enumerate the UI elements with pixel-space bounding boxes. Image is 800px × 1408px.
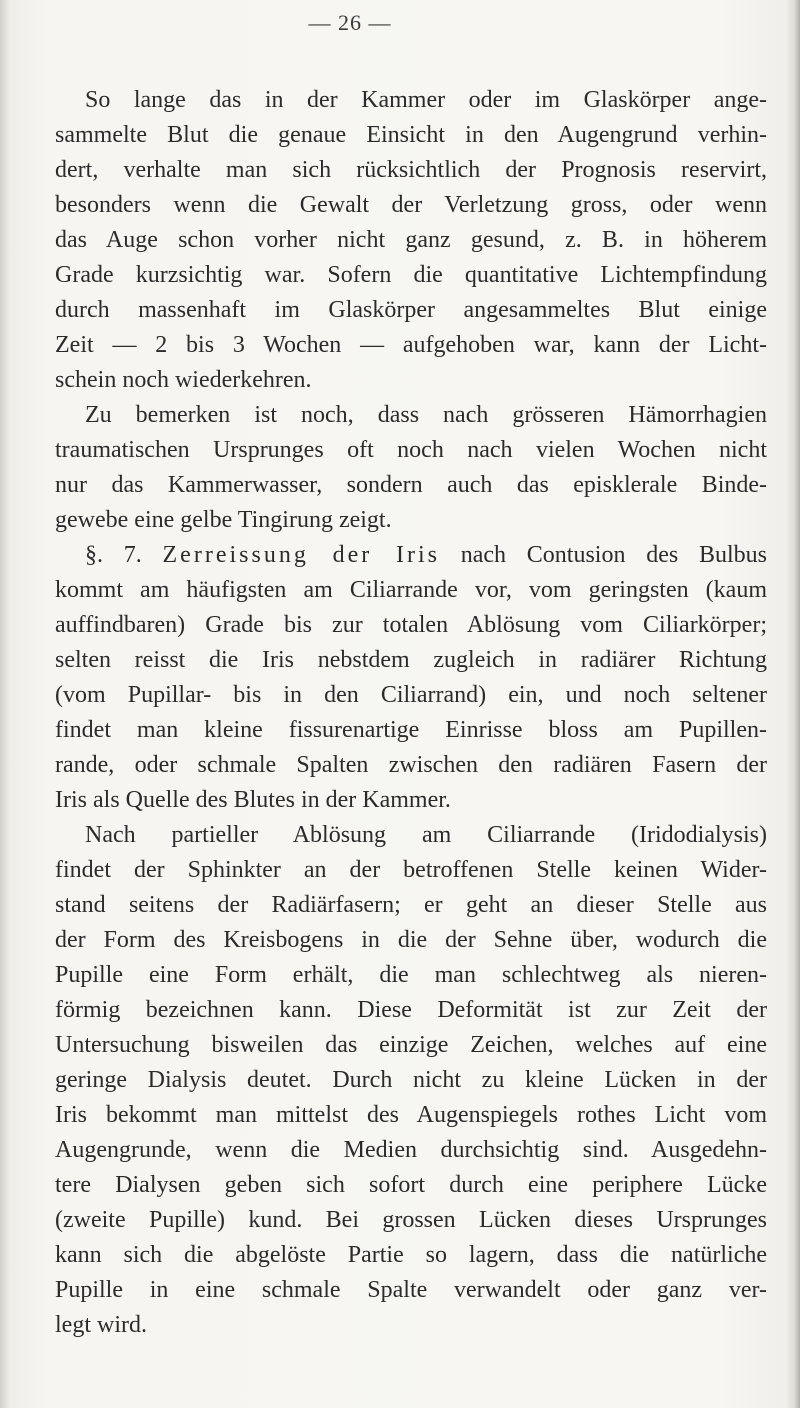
page-gutter-shadow [0, 0, 10, 1408]
text-line: stand seitens der Radiärfasern; er geht an dieser Stelle aus [55, 892, 767, 918]
text-line: sammelte Blut die genaue Einsicht in den Augengrund verhin- [55, 122, 767, 148]
text-line: das Auge schon vorher nicht ganz gesund, z. B. in höherem [55, 227, 767, 253]
text-line: kann sich die abgelöste Partie so lagern, dass die natürliche [55, 1242, 767, 1268]
text-line: Iris bekommt man mittelst des Augenspiegels rothes Licht vom [55, 1102, 767, 1128]
text-line: Zeit — 2 bis 3 Wochen — aufgehoben war, kann der Licht- [55, 332, 767, 358]
text-line: Nach partieller Ablösung am Ciliarrande (Iridodialysis) [85, 822, 767, 848]
text-line: rande, oder schmale Spalten zwischen den radiären Fasern der [55, 752, 767, 778]
text-line: Iris als Quelle des Blutes in der Kammer. [55, 787, 451, 813]
text-line: der Form des Kreisbogens in die der Sehne über, wodurch die [55, 927, 767, 953]
page-number: — 26 — [308, 10, 392, 35]
body-text [55, 83, 767, 1343]
page-edge-shadow [786, 0, 800, 1408]
text-line: So lange das in der Kammer oder im Glaskörper ange- [85, 87, 767, 113]
text-line: findet man kleine fissurenartige Einrisse bloss am Pupillen- [55, 717, 767, 743]
text-line: geringe Dialysis deutet. Durch nicht zu kleine Lücken in der [55, 1067, 767, 1093]
text-line: §. 7. Zerreissung der Iris nach Contusion des Bulbus [85, 542, 767, 568]
text-line: findet der Sphinkter an der betroffenen Stelle keinen Wider- [55, 857, 767, 883]
text-line: legt wird. [55, 1312, 147, 1338]
text-line: Pupille eine Form erhält, die man schlechtweg als nieren- [55, 962, 767, 988]
text-line: gewebe eine gelbe Tingirung zeigt. [55, 507, 392, 533]
text-line: förmig bezeichnen kann. Diese Deformität ist zur Zeit der [55, 997, 767, 1023]
text-line: (vom Pupillar- bis in den Ciliarrand) ein, und noch seltener [55, 682, 767, 708]
spaced-heading: Zerreissung der Iris [162, 542, 440, 568]
text-line: Augengrunde, wenn die Medien durchsichtig sind. Ausgedehn- [55, 1137, 767, 1163]
text-line: schein noch wiederkehren. [55, 367, 312, 393]
text-line: Untersuchung bisweilen das einzige Zeichen, welches auf eine [55, 1032, 767, 1058]
text-line: Pupille in eine schmale Spalte verwandelt oder ganz ver- [55, 1277, 767, 1303]
text-line: durch massenhaft im Glaskörper angesammeltes Blut einige [55, 297, 767, 323]
text-line: traumatischen Ursprunges oft noch nach vielen Wochen nicht [55, 437, 767, 463]
text-line: dert, verhalte man sich rücksichtlich der Prognosis reservirt, [55, 157, 767, 183]
text-line: kommt am häufigsten am Ciliarrande vor, vom geringsten (kaum [55, 577, 767, 603]
text-line: nur das Kammerwasser, sondern auch das episklerale Binde- [55, 472, 767, 498]
text-line: Grade kurzsichtig war. Sofern die quantitative Lichtempfindung [55, 262, 767, 288]
text-line: (zweite Pupille) kund. Bei grossen Lücken dieses Ursprunges [55, 1207, 767, 1233]
text-line: Zu bemerken ist noch, dass nach grösseren Hämorrhagien [85, 402, 767, 428]
text-line: tere Dialysen geben sich sofort durch eine periphere Lücke [55, 1172, 767, 1198]
text-line: auffindbaren) Grade bis zur totalen Ablösung vom Ciliarkörper; [55, 612, 767, 638]
text-line: selten reisst die Iris nebstdem zugleich in radiärer Richtung [55, 647, 767, 673]
text-line: besonders wenn die Gewalt der Verletzung gross, oder wenn [55, 192, 767, 218]
